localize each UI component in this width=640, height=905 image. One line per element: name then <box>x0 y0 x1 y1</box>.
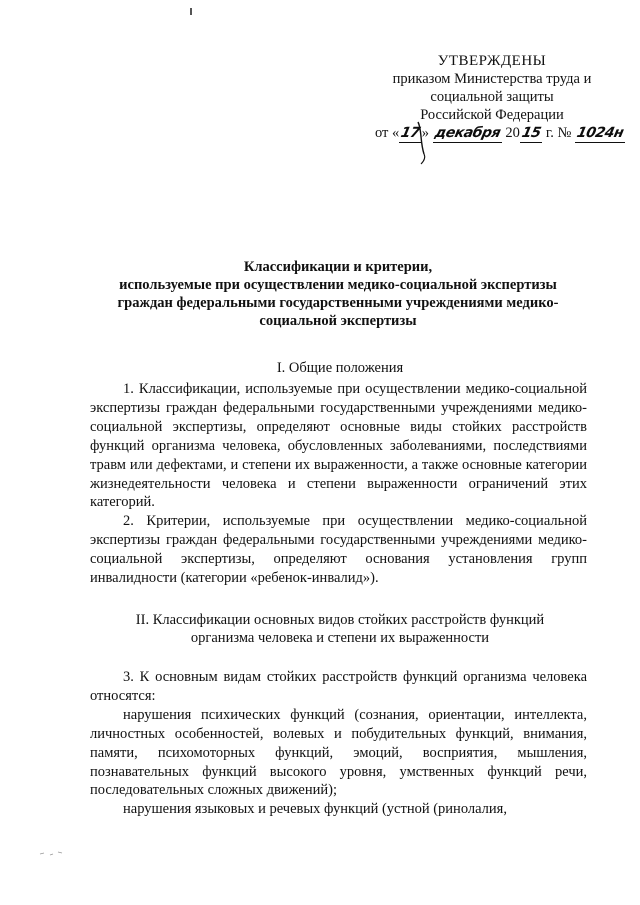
handwritten-month: декабря <box>432 125 502 141</box>
handwritten-day: 17 <box>399 125 422 141</box>
section-2-heading <box>90 611 590 647</box>
handwritten-number: 1024н <box>575 125 625 141</box>
approval-date-line <box>372 124 625 143</box>
paragraph-4: нарушения психических функций (сознания, ориентации, интеллекта, личностных особенностей, волевых и побудительных функций, внимания, памяти, психомоторных функций, эмоций, восприятия, мышления, познавательных функций высокого уровня, умственных функций речи, последовательных сложных движений); <box>90 706 587 799</box>
handwritten-year: 15 <box>520 125 542 141</box>
title-line: Классификации и критерии, <box>243 259 433 275</box>
section-heading-line: I. Общие положения <box>276 360 404 376</box>
title-line: социальной экспертизы <box>259 313 417 329</box>
section-1-body <box>90 380 587 588</box>
approval-stamp <box>372 52 625 143</box>
approval-line-2: социальной защиты <box>430 89 554 105</box>
number-prefix: г. № <box>542 125 575 141</box>
year-prefix: 20 <box>501 125 520 141</box>
approval-heading: УТВЕРЖДЕНЫ <box>437 53 547 69</box>
paragraph-3: 3. К основным видам стойких расстройств функций организма человека относятся: <box>90 669 587 704</box>
title-line: граждан федеральными государственными учреждениями медико- <box>117 295 559 311</box>
section-2-body <box>90 668 587 819</box>
approval-line-3: Российской Федерации <box>420 107 564 123</box>
date-prefix: от « <box>375 125 400 141</box>
document-title <box>88 258 588 330</box>
title-line: используемые при осуществлении медико-социальной экспертизы <box>119 277 557 293</box>
paragraph-1: 1. Классификации, используемые при осуществлении медико-социальной экспертизы граждан федеральными государственными учреждениями медико-социальной экспертизы, определяют основные виды стойких расстройств функций организма человека, обусловленных заболеваниями, последствиями травм или дефектами, и степени их выраженности, а также основные категории жизнедеятельности человека и степени выраженности ограничений этих категорий. <box>90 381 587 511</box>
approval-line-1: приказом Министерства труда и <box>392 71 592 87</box>
scan-mark <box>190 8 192 15</box>
section-1-heading <box>90 359 590 377</box>
signature-stroke <box>410 118 480 168</box>
scan-mark <box>38 848 68 860</box>
section-heading-line: организма человека и степени их выраженности <box>190 630 490 646</box>
paragraph-2: 2. Критерии, используемые при осуществлении медико-социальной экспертизы граждан федеральными государственными учреждениями медико-социальной экспертизы, определяют основания установления групп инвалидности (категории «ребенок-инвалид»). <box>90 513 587 587</box>
paragraph-5: нарушения языковых и речевых функций (устной (ринолалия, <box>123 801 507 818</box>
section-heading-line: II. Классификации основных видов стойких расстройств функций <box>135 612 545 628</box>
date-mid: » <box>421 125 433 141</box>
